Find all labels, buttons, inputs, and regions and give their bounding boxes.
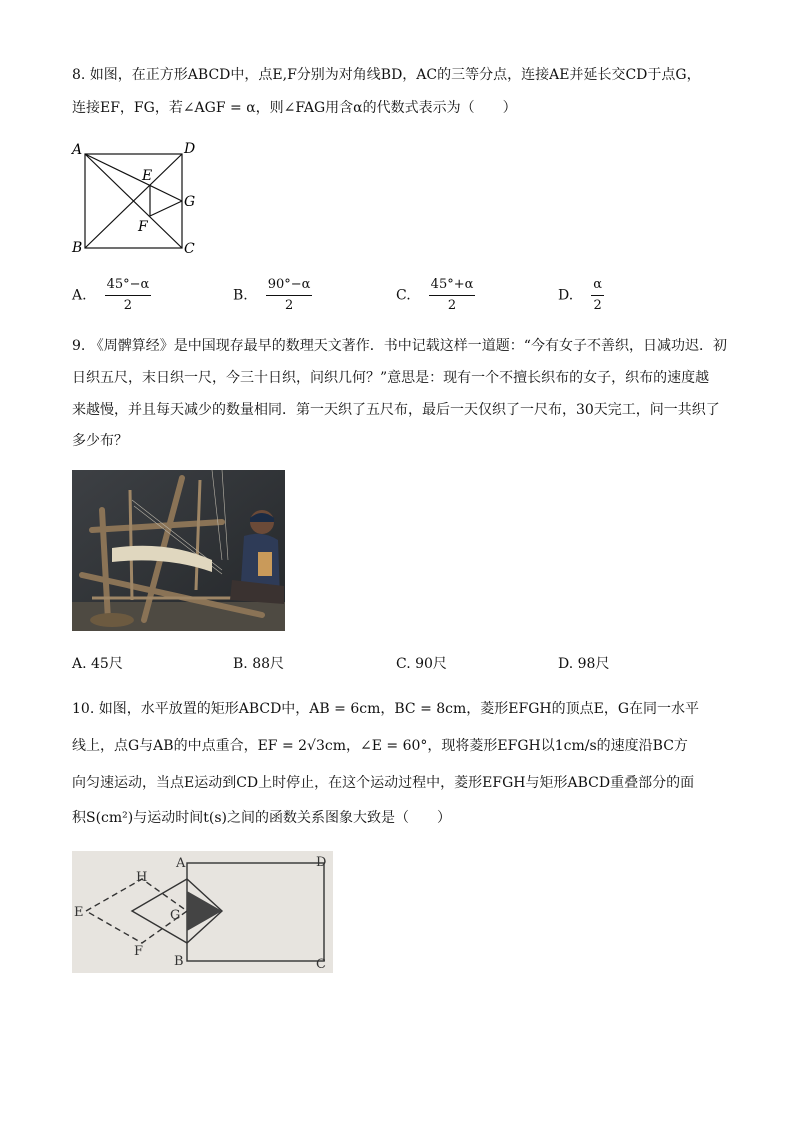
q9-text-line2: 日织五尺，末日织一尺，今三十日织，问织几何？”意思是：现有一个不擅长织布的女子，织布的速度越 [72, 370, 710, 386]
q10-label-g: G [170, 908, 181, 923]
q10-label-b: B [174, 954, 184, 969]
weaving-photo [72, 470, 285, 631]
q10-label-d: D [316, 855, 327, 870]
q8-label-d: D [184, 141, 196, 157]
q8-option-a[interactable]: A. $\frac{45^\circ-\alpha}{2}$ [72, 277, 150, 313]
q8-label-c: C [184, 241, 195, 257]
q8-label-f: F [138, 219, 148, 235]
q8-label-a: A [72, 142, 83, 158]
q8-option-c[interactable]: C. $\frac{45^\circ+\alpha}{2}$ [396, 277, 474, 313]
q9-text-line4: 多少布？ [72, 433, 128, 449]
q8-text-line2: 连接EF，FG，若∠AGF = α，则∠FAG用含α的代数式表示为（ ） [72, 100, 517, 116]
q8-label-e: E [142, 168, 153, 184]
q9-text-line1: 9. 《周髀算经》是中国现存最早的数理天文著作．书中记载这样一道题：“今有女子不善织，日减功迟．初 [72, 338, 727, 354]
q9-option-c[interactable]: C. 90尺 [396, 656, 447, 672]
q9-option-a[interactable]: A. 45尺 [72, 656, 123, 672]
q9-option-b[interactable]: B. 88尺 [233, 656, 285, 672]
q10-text-line2: 线上，点G与AB的中点重合，EF = 2√3cm，∠E = 60°，现将菱形EFGH以1cm/s的速度沿BC方 [72, 738, 688, 754]
q9-text-line3: 来越慢，并且每天减少的数量相同．第一天织了五尺布，最后一天仅织了一尺布，30天完工，问一共织了 [72, 402, 720, 418]
q10-label-h: H [136, 870, 148, 885]
q10-text-line3: 向匀速运动，当点E运动到CD上时停止，在这个运动过程中，菱形EFGH与矩形ABCD重叠部分的面 [72, 775, 695, 791]
q10-label-f: F [134, 944, 144, 959]
q8-label-g: G [184, 194, 196, 210]
q10-text-line1: 10. 如图，水平放置的矩形ABCD中，AB = 6cm，BC = 8cm，菱形EFGH的顶点E，G在同一水平 [72, 701, 700, 717]
q8-square-figure [68, 138, 204, 258]
q8-option-b[interactable]: B. $\frac{90^\circ-\alpha}{2}$ [233, 277, 311, 313]
q8-option-d[interactable]: D. $\frac{\alpha}{2}$ [558, 277, 602, 313]
q10-text-line4: 积S(cm²)与运动时间t(s)之间的函数关系图象大致是（ ） [72, 810, 451, 826]
q10-label-a: A [176, 856, 186, 871]
q10-label-e: E [74, 905, 84, 920]
q8-label-b: B [72, 240, 83, 256]
q9-option-d[interactable]: D. 98尺 [558, 656, 610, 672]
q8-text-line1: 8. 如图，在正方形ABCD中，点E,F分别为对角线BD，AC的三等分点，连接AE并延长交CD于点G， [72, 67, 701, 83]
q10-label-c: C [316, 957, 326, 972]
q10-rhombus-figure [72, 851, 333, 973]
